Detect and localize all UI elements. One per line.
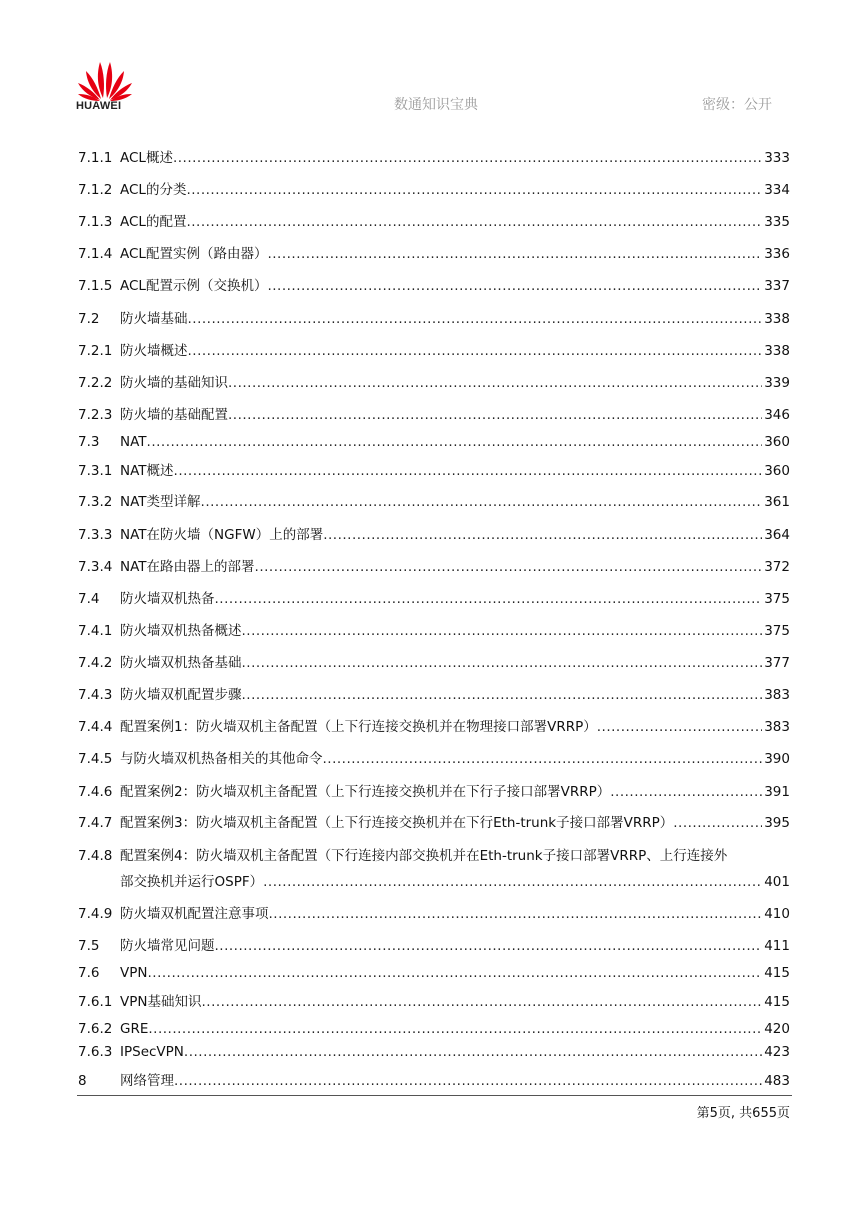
toc-leader-dots [173, 148, 762, 168]
toc-entry-number: 7.4.6 [78, 784, 113, 800]
toc-leader-dots [242, 653, 763, 673]
toc-entry-title: 防火墙双机配置步骤 [120, 687, 242, 703]
toc-entry-page: 360 [764, 463, 790, 479]
toc-leader-dots [188, 309, 763, 329]
toc-entry-page: 377 [764, 655, 790, 671]
header-title: 数通知识宝典 [394, 97, 478, 113]
toc-entry[interactable] [78, 405, 790, 425]
toc-entry[interactable] [78, 244, 790, 264]
footer-page-number: 第5页, 共655页 [696, 1106, 790, 1121]
toc-entry[interactable] [78, 904, 790, 924]
toc-entry-page: 375 [764, 623, 790, 639]
toc-entry[interactable] [78, 1042, 790, 1062]
toc-entry-number: 7.6.3 [78, 1044, 113, 1060]
toc-leader-dots [188, 341, 763, 361]
logo-text: HUAWEI [76, 100, 122, 112]
toc-leader-dots [267, 244, 762, 264]
toc-entry-title: IPSecVPN [120, 1044, 184, 1060]
toc-entry-number: 7.6.1 [78, 994, 113, 1010]
toc-leader-dots [215, 936, 763, 956]
toc-entry-page: 410 [764, 906, 790, 922]
toc-entry-page: 337 [764, 278, 790, 294]
toc-entry-title: 防火墙的基础配置 [120, 407, 228, 423]
toc-entry-title: 防火墙双机热备 [120, 591, 215, 607]
toc-entry-title: 防火墙双机热备概述 [120, 623, 242, 639]
toc-entry-title: 防火墙的基础知识 [120, 375, 228, 391]
toc-entry[interactable] [78, 461, 790, 481]
toc-entry[interactable] [78, 589, 790, 609]
toc-entry-number: 7.4.4 [78, 719, 113, 735]
toc-entry-page: 333 [764, 150, 790, 166]
toc-entry-page: 375 [764, 591, 790, 607]
toc-entry-number: 7.3.3 [78, 527, 113, 543]
toc-entry[interactable] [78, 1071, 790, 1091]
toc-entry-title: VPN基础知识 [120, 994, 202, 1010]
toc-entry-title: 防火墙常见问题 [120, 938, 215, 954]
toc-entry[interactable] [78, 276, 790, 296]
toc-entry-page: 411 [764, 938, 790, 954]
toc-entry-page: 361 [764, 494, 790, 510]
toc-entry-number: 7.4 [78, 591, 100, 607]
toc-leader-dots [323, 749, 763, 769]
toc-entry-number: 8 [78, 1073, 87, 1089]
toc-leader-dots [323, 525, 762, 545]
toc-entry-title: ACL配置实例（路由器） [120, 246, 268, 262]
toc-leader-dots [267, 276, 762, 296]
toc-entry[interactable] [78, 653, 790, 673]
toc-leader-dots [201, 992, 762, 1012]
toc-entry-title: 防火墙概述 [120, 343, 188, 359]
toc-leader-dots [255, 557, 763, 577]
toc-entry-number: 7.2 [78, 311, 100, 327]
toc-leader-dots [186, 212, 762, 232]
toc-leader-dots [148, 1019, 762, 1039]
toc-entry-page: 335 [764, 214, 790, 230]
toc-entry[interactable] [78, 432, 790, 452]
toc-entry-page: 395 [764, 815, 790, 831]
toc-leader-dots [174, 1071, 762, 1091]
toc-entry[interactable] [78, 180, 790, 200]
toc-leader-dots [186, 180, 762, 200]
toc-entry[interactable] [78, 936, 790, 956]
toc-entry-title: ACL配置示例（交换机） [120, 278, 268, 294]
toc-entry-title: 与防火墙双机热备相关的其他命令 [120, 751, 323, 767]
toc-entry-page: 334 [764, 182, 790, 198]
toc-leader-dots [174, 461, 763, 481]
toc-entry[interactable] [78, 492, 790, 512]
toc-entry-page: 339 [764, 375, 790, 391]
toc-entry-number: 7.6.2 [78, 1021, 113, 1037]
toc-entry-title: NAT在防火墙（NGFW）上的部署 [120, 527, 324, 543]
toc-entry[interactable] [78, 685, 790, 705]
toc-entry-page: 338 [764, 343, 790, 359]
toc-entry-page: 372 [764, 559, 790, 575]
toc-entry-number: 7.2.1 [78, 343, 113, 359]
toc-entry-number: 7.1.2 [78, 182, 113, 198]
toc-leader-dots [610, 782, 762, 802]
toc-entry-title: NAT概述 [120, 463, 174, 479]
toc-entry-number: 7.3 [78, 434, 100, 450]
toc-leader-dots [184, 1042, 762, 1062]
toc-entry[interactable] [78, 373, 790, 393]
toc-leader-dots [269, 904, 763, 924]
toc-entry-page: 383 [764, 719, 790, 735]
toc-entry-page: 420 [764, 1021, 790, 1037]
toc-leader-dots [147, 963, 762, 983]
toc-entry-page: 360 [764, 434, 790, 450]
toc-entry[interactable] [78, 1019, 790, 1039]
toc-entry-title-continued: 部交换机并运行OSPF） [120, 874, 264, 890]
toc-entry[interactable] [78, 717, 790, 737]
toc-entry-title: ACL的配置 [120, 214, 187, 230]
toc-entry[interactable] [78, 621, 790, 641]
toc-entry-title: 防火墙双机配置注意事项 [120, 906, 269, 922]
toc-entry-page: 383 [764, 687, 790, 703]
toc-entry-page: 338 [764, 311, 790, 327]
toc-entry-number: 7.4.9 [78, 906, 113, 922]
toc-entry-number: 7.4.3 [78, 687, 113, 703]
toc-leader-dots [242, 621, 763, 641]
toc-entry[interactable] [78, 309, 790, 329]
toc-entry[interactable] [78, 557, 790, 577]
toc-entry-number: 7.4.5 [78, 751, 113, 767]
toc-leader-dots [228, 373, 762, 393]
toc-entry-number: 7.3.1 [78, 463, 113, 479]
toc-entry-page: 336 [764, 246, 790, 262]
toc-entry-page: 364 [764, 527, 790, 543]
toc-entry-page: 483 [764, 1073, 790, 1089]
toc-entry[interactable] [78, 992, 790, 1012]
toc-entry-title: GRE [120, 1021, 149, 1037]
toc-entry-title: NAT [120, 434, 147, 450]
toc-entry[interactable] [78, 782, 790, 802]
toc-entry-title: VPN [120, 965, 148, 981]
toc-leader-dots [242, 685, 763, 705]
toc-entry[interactable] [78, 212, 790, 232]
toc-entry-title: 配置案例4：防火墙双机主备配置（下行连接内部交换机并在Eth-trunk子接口部署VRRP、上行连接外 [120, 848, 728, 864]
toc-entry-page: 415 [764, 965, 790, 981]
toc-entry-number: 7.6 [78, 965, 100, 981]
toc-entry-number: 7.2.2 [78, 375, 113, 391]
toc-entry-title: ACL的分类 [120, 182, 187, 198]
toc-entry-number: 7.5 [78, 938, 100, 954]
toc-leader-dots [228, 405, 762, 425]
toc-entry-title: 配置案例2：防火墙双机主备配置（上下行连接交换机并在下行子接口部署VRRP） [120, 784, 611, 800]
toc-entry-title: 配置案例3：防火墙双机主备配置（上下行连接交换机并在下行Eth-trunk子接口部署VRRP） [120, 815, 674, 831]
toc-entry-title: 防火墙双机热备基础 [120, 655, 242, 671]
toc-entry-number: 7.1.5 [78, 278, 113, 294]
toc-leader-dots [215, 589, 763, 609]
toc-entry-title: NAT类型详解 [120, 494, 201, 510]
toc-entry-page: 391 [764, 784, 790, 800]
toc-entry[interactable] [78, 341, 790, 361]
toc-entry-number: 7.4.8 [78, 848, 113, 864]
toc-entry-number: 7.1.3 [78, 214, 113, 230]
toc-entry[interactable] [78, 148, 790, 168]
toc-entry-title: 配置案例1：防火墙双机主备配置（上下行连接交换机并在物理接口部署VRRP） [120, 719, 597, 735]
header-classification: 密级：公开 [702, 97, 772, 113]
toc-leader-dots [673, 813, 762, 833]
toc-entry-title: ACL概述 [120, 150, 173, 166]
toc-entry-number: 7.3.4 [78, 559, 113, 575]
toc-leader-dots [597, 717, 762, 737]
toc-entry-page: 415 [764, 994, 790, 1010]
toc-leader-dots [263, 872, 762, 892]
toc-entry-title: NAT在路由器上的部署 [120, 559, 255, 575]
toc-entry-page: 423 [764, 1044, 790, 1060]
toc-entry-number: 7.2.3 [78, 407, 113, 423]
toc-entry[interactable] [78, 846, 790, 890]
toc-entry-number: 7.3.2 [78, 494, 113, 510]
toc-entry-page: 346 [764, 407, 790, 423]
toc-entry-number: 7.4.2 [78, 655, 113, 671]
toc-entry[interactable] [78, 525, 790, 545]
footer-divider [77, 1095, 792, 1096]
toc-entry[interactable] [78, 963, 790, 983]
toc-leader-dots [147, 432, 763, 452]
toc-entry-number: 7.4.7 [78, 815, 113, 831]
toc-entry[interactable] [78, 749, 790, 769]
toc-entry-number: 7.1.1 [78, 150, 113, 166]
toc-entry-number: 7.1.4 [78, 246, 113, 262]
toc-entry-title: 防火墙基础 [120, 311, 188, 327]
toc-leader-dots [201, 492, 763, 512]
toc-entry-page: 390 [764, 751, 790, 767]
toc-entry[interactable] [78, 813, 790, 833]
toc-entry-page: 401 [764, 874, 790, 890]
toc-entry-number: 7.4.1 [78, 623, 113, 639]
toc-entry-title: 网络管理 [120, 1073, 174, 1089]
